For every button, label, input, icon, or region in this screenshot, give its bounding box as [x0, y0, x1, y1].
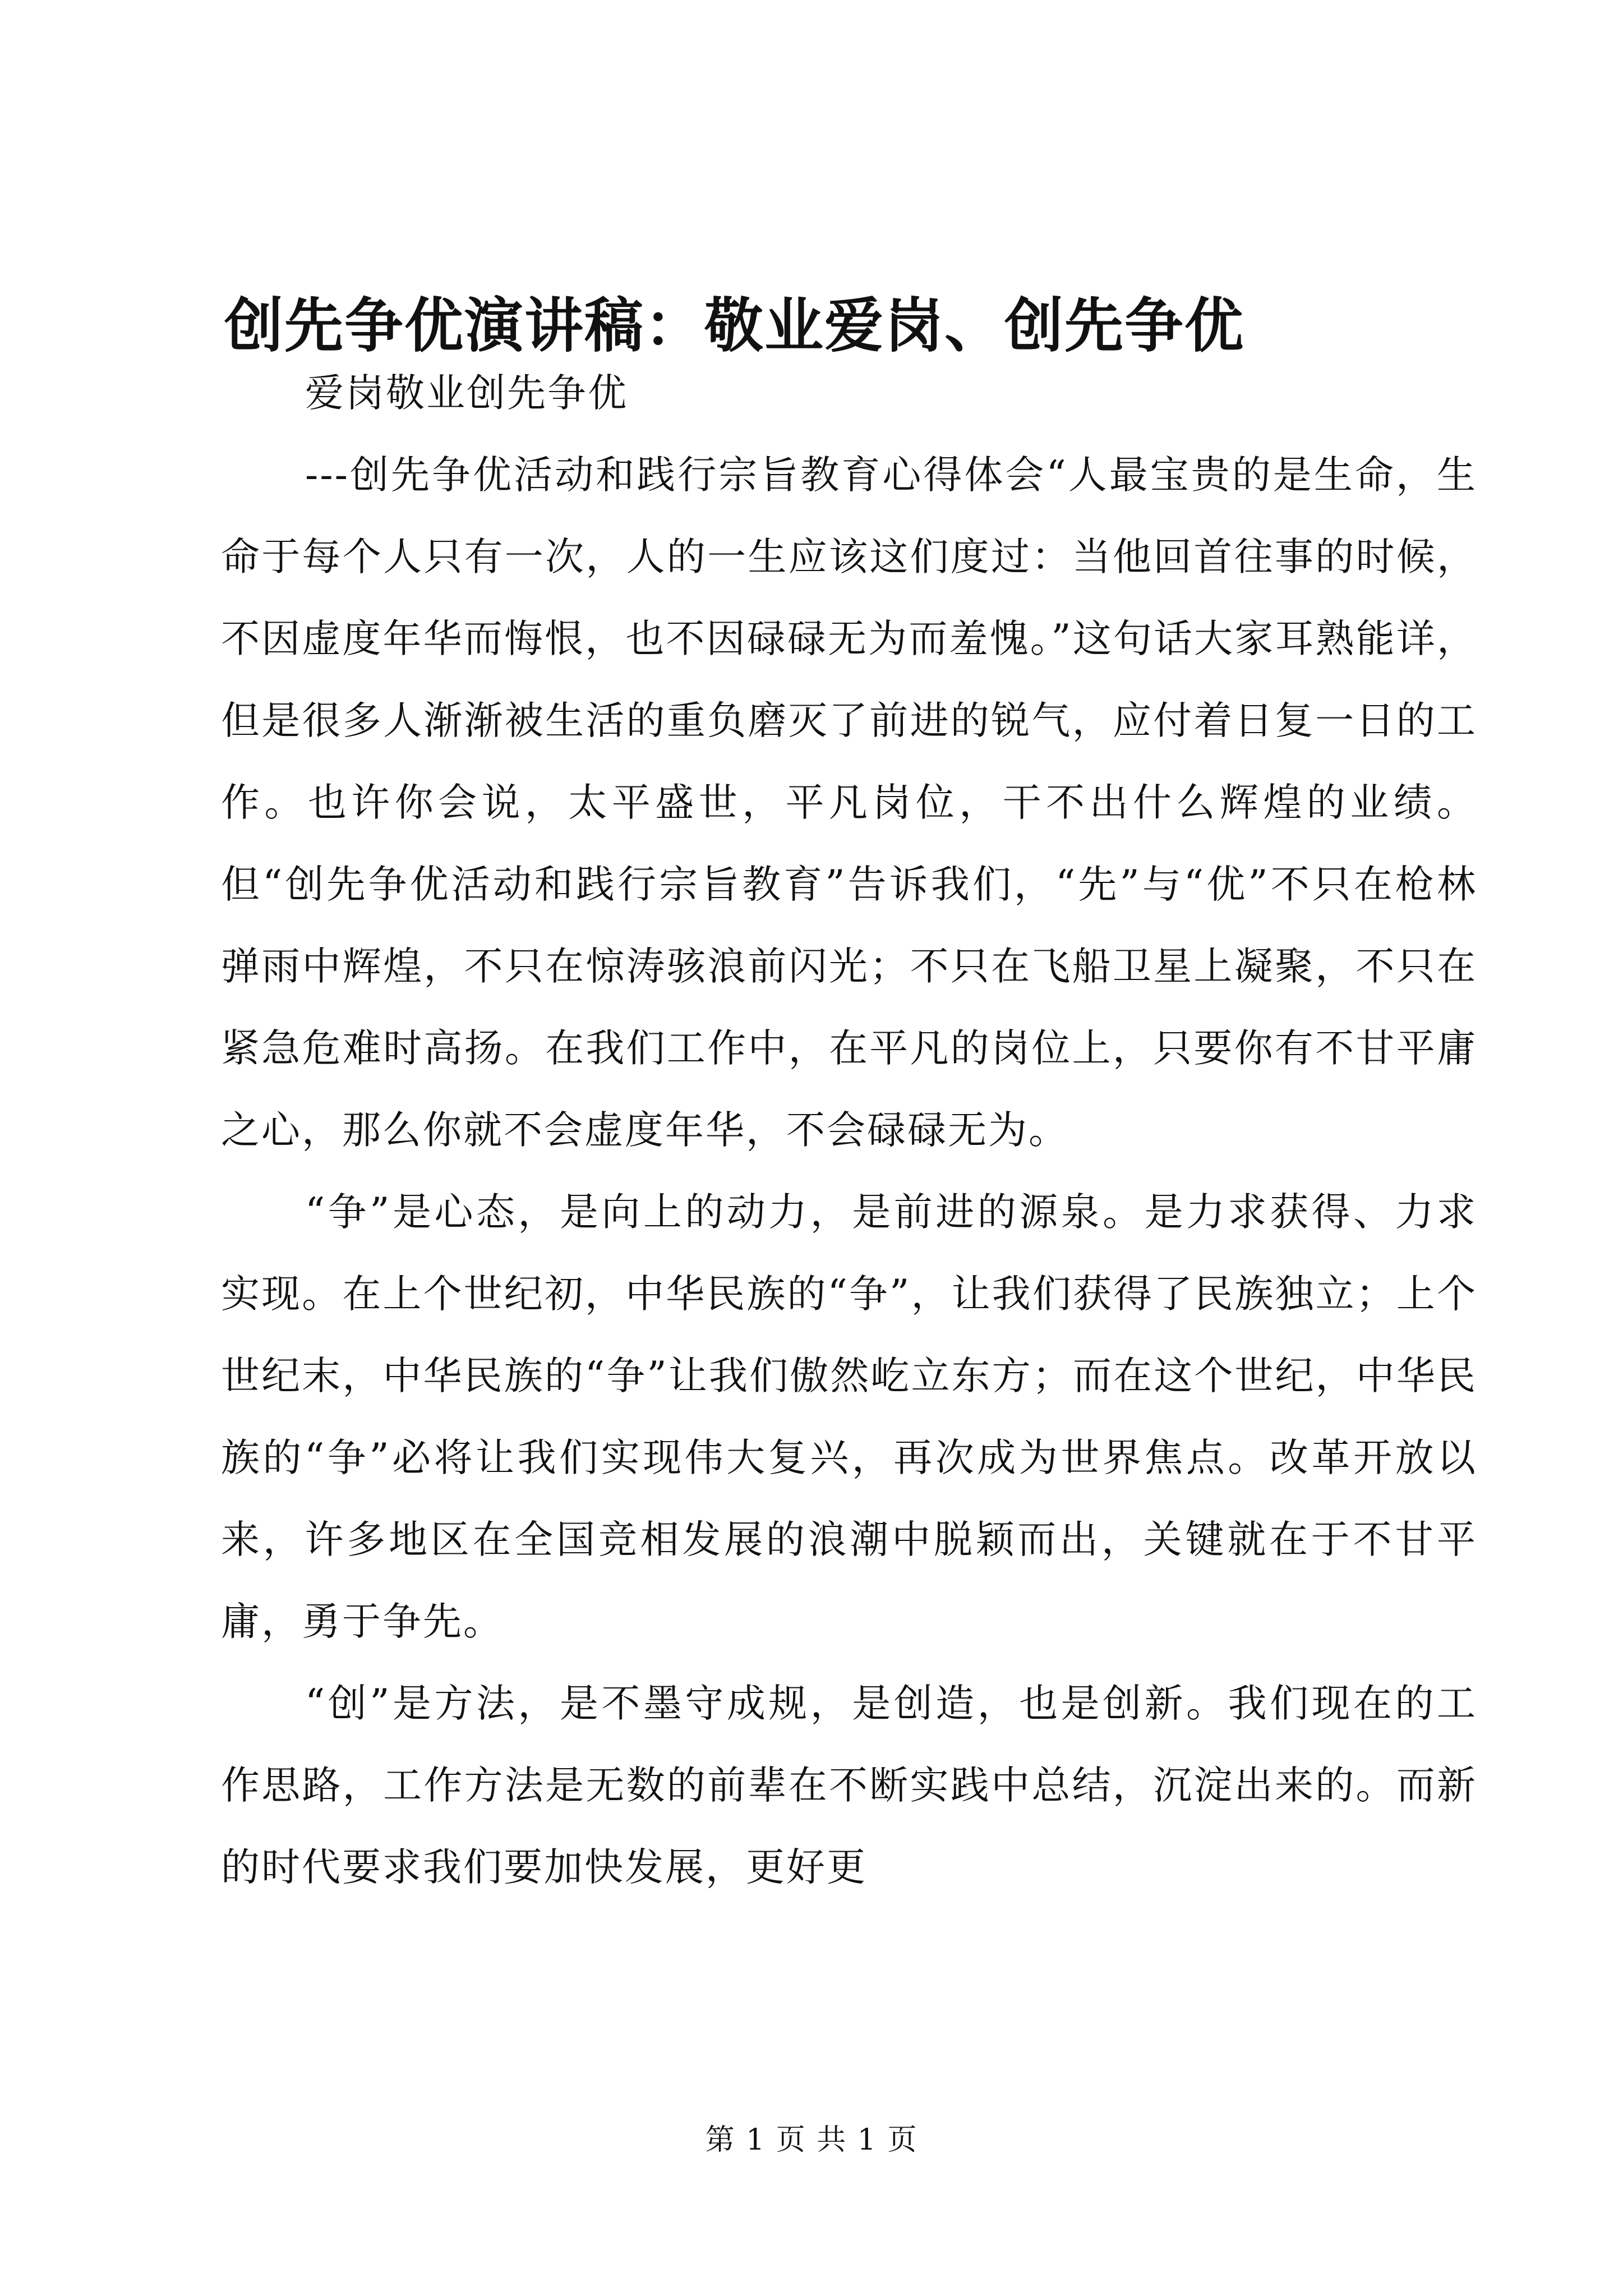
body-paragraph-2: “争”是心态，是向上的动力，是前进的源泉。是力求获得、力求实现。在上个世纪初，中华民族的“争”，让我们获得了民族独立；上个世纪末，中华民族的“争”让我们傲然屹立东方；而在这个世纪，中华民族的“争”必将让我们实现伟大复兴，再次成为世界焦点。改革开放以来，许多地区在全国竞相发展的浪潮中脱颖而出，关键就在于不甘平庸，勇于争先。 [221, 1190, 1477, 1644]
body-paragraph-1: ---创先争优活动和践行宗旨教育心得体会“人最宝贵的是生命，生命于每个人只有一次，人的一生应该这们度过：当他回首往事的时候，不因虚度年华而悔恨，也不因碌碌无为而羞愧。”这句话大家耳熟能详，但是很多人渐渐被生活的重负磨灭了前进的锐气，应付着日复一日的工作。也许你会说，太平盛世，平凡岗位，干不出什么辉煌的业绩。但“创先争优活动和践行宗旨教育”告诉我们，“先”与“优”不只在枪林弹雨中辉煌，不只在惊涛骇浪前闪光；不只在飞船卫星上凝聚，不只在紧急危难时高扬。在我们工作中，在平凡的岗位上，只要你有不甘平庸之心，那么你就不会虚度年华，不会碌碌无为。 [221, 453, 1477, 1153]
page-footer: 第 1 页 共 1 页 [705, 2123, 918, 2157]
body-paragraph-3: “创”是方法，是不墨守成规，是创造，也是创新。我们现在的工作思路，工作方法是无数的前辈在不断实践中总结，沉淀出来的。而新的时代要求我们要加快发展，更好更 [221, 1681, 1477, 1890]
document-body [221, 352, 1477, 1908]
subtitle-paragraph: 爱岗敬业创先争优 [305, 371, 628, 416]
document-title: 创先争优演讲稿：敬业爱岗、创先争优 [224, 291, 1245, 360]
